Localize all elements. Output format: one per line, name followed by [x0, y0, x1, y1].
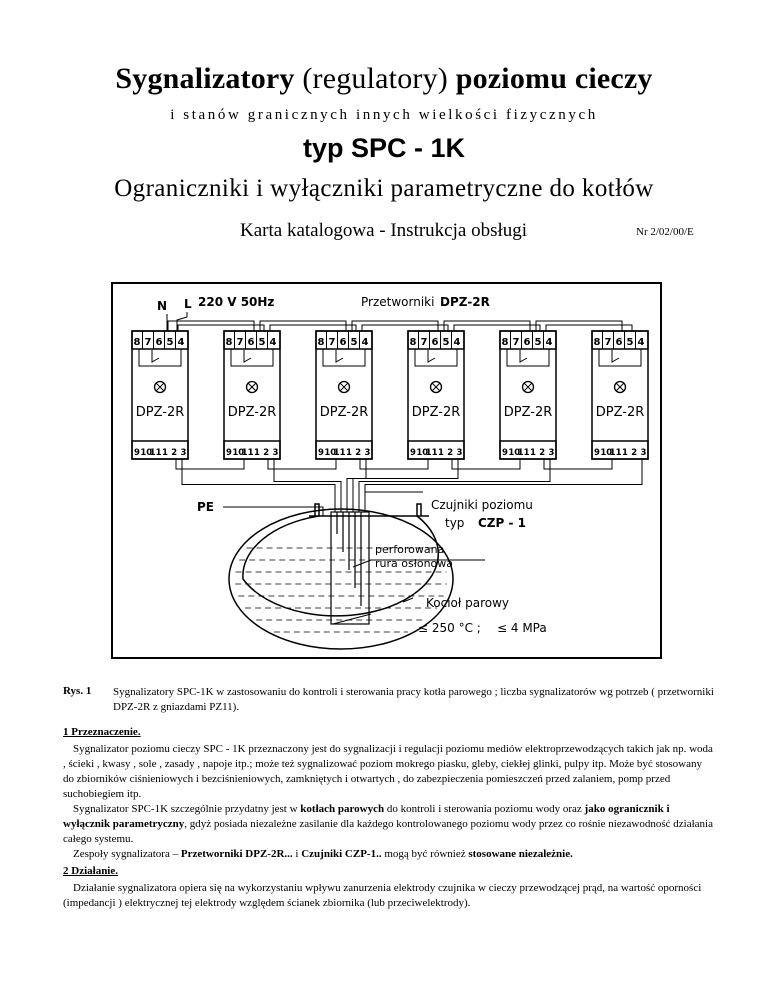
- terminal-label: 7: [420, 337, 428, 348]
- terminal-label: 10: [600, 448, 613, 458]
- terminal-label: 8: [501, 337, 509, 348]
- terminal-label: 2: [355, 448, 362, 458]
- terminal-label: 4: [269, 337, 277, 348]
- terminal-label: 7: [512, 337, 520, 348]
- module-label: DPZ-2R: [135, 405, 185, 420]
- dpz-2r-module: [500, 331, 556, 459]
- terminal-label: 4: [453, 337, 461, 348]
- document-title: [0, 62, 768, 96]
- section-1-paragraph-3: Zespoły sygnalizatora – Przetworniki DPZ-2R... i Czujniki CZP-1.. mogą być również stosowane niezależnie.: [73, 848, 573, 860]
- label-n: N: [157, 299, 168, 313]
- terminal-label: 3: [364, 448, 371, 458]
- section-1-heading: 1 Przeznaczenie.: [63, 726, 141, 738]
- module-label: DPZ-2R: [595, 405, 645, 420]
- terminal-label: 10: [508, 448, 521, 458]
- perforated-label-line2: rura osłonowa: [375, 557, 454, 570]
- terminal-label: 11: [609, 448, 622, 458]
- dpz-2r-module: [224, 331, 280, 459]
- terminal-label: 7: [144, 337, 152, 348]
- terminal-label: 11: [149, 448, 162, 458]
- terminal-label: 9: [318, 448, 324, 458]
- catalog-card-label: Karta katalogowa - Instrukcja obsługi: [240, 220, 528, 241]
- emphasis-limiter: jako ogranicznik i wyłącznik parametryczny: [63, 803, 670, 830]
- terminal-label: 7: [236, 337, 244, 348]
- terminal-label: 4: [361, 337, 369, 348]
- label-l: L: [184, 297, 192, 311]
- terminal-label: 9: [594, 448, 600, 458]
- terminal-label: 8: [593, 337, 601, 348]
- boiler-temperature: ≤ 250 °C ;: [418, 621, 481, 635]
- terminal-label: 11: [425, 448, 438, 458]
- terminal-label: 9: [410, 448, 416, 458]
- pe-label: PE: [197, 500, 214, 514]
- terminal-label: 11: [517, 448, 530, 458]
- terminal-label: 7: [604, 337, 612, 348]
- terminal-label: 5: [350, 337, 358, 348]
- sensors-label: Czujniki poziomu: [431, 498, 533, 512]
- emphasis-steam-boilers: kotłach parowych: [300, 803, 385, 815]
- section-2-body: [63, 881, 713, 911]
- terminal-label: 5: [166, 337, 174, 348]
- figure-caption-text: Sygnalizatory SPC-1K w zastosowaniu do kontroli i sterowania pracy kotła parowego ; liczba sygnalizatorów wg potrzeb ( przetworniki DPZ-2R z gniazdami PZ11).: [113, 686, 714, 713]
- terminal-label: 6: [247, 337, 255, 348]
- terminal-label: 10: [140, 448, 153, 458]
- dpz-2r-module: [592, 331, 648, 459]
- supply-label: 220 V 50Hz: [198, 295, 275, 309]
- title-word-sygnalizatory: Sygnalizatory: [115, 62, 295, 95]
- terminal-label: 7: [328, 337, 336, 348]
- terminal-label: 10: [416, 448, 429, 458]
- section-1-paragraph-1: Sygnalizator poziomu cieczy SPC - 1K przeznaczony jest do sygnalizacji i regulacji poziomu mediów elektroprzewodzących takich jak np. woda , ścieki , kwasy , sole , zasady , napoje itp.; może też sygnalizować poziom mokrego piasku, gleby, ciekłej glinki, pulpy itp. Może być stosowany do zbiorników ciśnieniowych i bezciśnieniowych, zamkniętych i otwartych , do zabezpieczenia pomieszczeń przed zalaniem, pomp przed suchobiegiem itp.: [63, 743, 713, 800]
- terminal-label: 5: [534, 337, 542, 348]
- module-label: DPZ-2R: [411, 405, 461, 420]
- terminal-label: 1: [161, 448, 168, 458]
- terminal-label: 3: [548, 448, 555, 458]
- terminal-label: 9: [502, 448, 508, 458]
- terminal-label: 11: [241, 448, 254, 458]
- section-1-body: [63, 742, 713, 862]
- terminal-label: 6: [339, 337, 347, 348]
- terminal-label: 10: [232, 448, 245, 458]
- converters-label: Przetworniki: [361, 295, 435, 309]
- terminal-label: 10: [324, 448, 337, 458]
- terminal-label: 11: [333, 448, 346, 458]
- terminal-label: 2: [539, 448, 546, 458]
- converter-modules: [132, 331, 648, 459]
- terminal-label: 5: [442, 337, 450, 348]
- terminal-label: 8: [225, 337, 233, 348]
- terminal-label: 6: [155, 337, 163, 348]
- terminal-label: 9: [226, 448, 232, 458]
- title-word-regulatory: (regulatory): [294, 62, 456, 95]
- emphasis-sensors: Czujniki CZP-1..: [301, 848, 382, 860]
- emphasis-independent: stosowane niezależnie.: [468, 848, 573, 860]
- terminal-label: 2: [447, 448, 454, 458]
- perforated-label-line1: perforowana: [375, 543, 445, 556]
- terminal-label: 1: [437, 448, 444, 458]
- product-type: typ SPC - 1K: [302, 133, 466, 163]
- sensors-type-prefix: typ: [445, 516, 465, 530]
- terminal-label: 8: [317, 337, 325, 348]
- terminal-label: 1: [345, 448, 352, 458]
- document-number: Nr 2/02/00/E: [636, 226, 694, 238]
- dpz-2r-module: [408, 331, 464, 459]
- terminal-label: 6: [523, 337, 531, 348]
- terminal-label: 1: [253, 448, 260, 458]
- dpz-2r-module: [316, 331, 372, 459]
- terminal-label: 4: [637, 337, 645, 348]
- terminal-label: 2: [263, 448, 270, 458]
- terminal-label: 1: [529, 448, 536, 458]
- dpz-2r-module: [132, 331, 188, 459]
- boiler-pressure: ≤ 4 MPa: [497, 621, 547, 635]
- terminal-label: 4: [177, 337, 185, 348]
- terminal-label: 2: [631, 448, 638, 458]
- terminal-label: 8: [409, 337, 417, 348]
- title-word-poziomu-cieczy: poziomu cieczy: [455, 62, 653, 95]
- terminal-label: 6: [431, 337, 439, 348]
- converters-type: DPZ-2R: [440, 295, 490, 309]
- terminal-label: 8: [133, 337, 141, 348]
- terminal-label: 4: [545, 337, 553, 348]
- section-2-paragraph-1: Działanie sygnalizatora opiera się na wykorzystaniu wpływu zanurzenia elektrody czujnika w cieczy przewodzącej prąd, na wartość oporności (impedancji ) elektrycznej tej elektrody względem ścianek zbiornika (lub przeciwelektrody).: [63, 882, 702, 909]
- section-2-heading: 2 Działanie.: [63, 865, 118, 877]
- module-label: DPZ-2R: [503, 405, 553, 420]
- sensors-type: CZP - 1: [478, 516, 526, 530]
- terminal-label: 5: [626, 337, 634, 348]
- terminal-label: 3: [640, 448, 647, 458]
- boiler-label: Kocioł parowy: [426, 596, 510, 610]
- figure-caption-label: Rys. 1: [63, 685, 92, 697]
- terminal-label: 1: [621, 448, 628, 458]
- terminal-label: 2: [171, 448, 178, 458]
- terminal-label: 3: [272, 448, 279, 458]
- section-1-paragraph-2: Sygnalizator SPC-1K szczególnie przydatny jest w kotłach parowych do kontroli i sterowania poziomu wody oraz jako ogranicznik i wyłącznik parametryczny, gdyż posiada niezależne zasilanie dla każdego kontrolowanego poziomu wody przez co rośnie niezawodność działania całego systemu.: [63, 803, 713, 845]
- terminal-label: 5: [258, 337, 266, 348]
- product-description: Ograniczniki i wyłączniki parametryczne do kotłów: [114, 175, 654, 202]
- terminal-label: 3: [180, 448, 187, 458]
- terminal-label: 3: [456, 448, 463, 458]
- terminal-label: 6: [615, 337, 623, 348]
- terminal-label: 9: [134, 448, 140, 458]
- module-label: DPZ-2R: [227, 405, 277, 420]
- emphasis-converters: Przetworniki DPZ-2R...: [180, 848, 293, 860]
- wiring-diagram: [111, 282, 662, 659]
- wiring-diagram-svg: [113, 284, 664, 661]
- document-subtitle: i stanów granicznych innych wielkości fizycznych: [170, 107, 598, 123]
- module-label: DPZ-2R: [319, 405, 369, 420]
